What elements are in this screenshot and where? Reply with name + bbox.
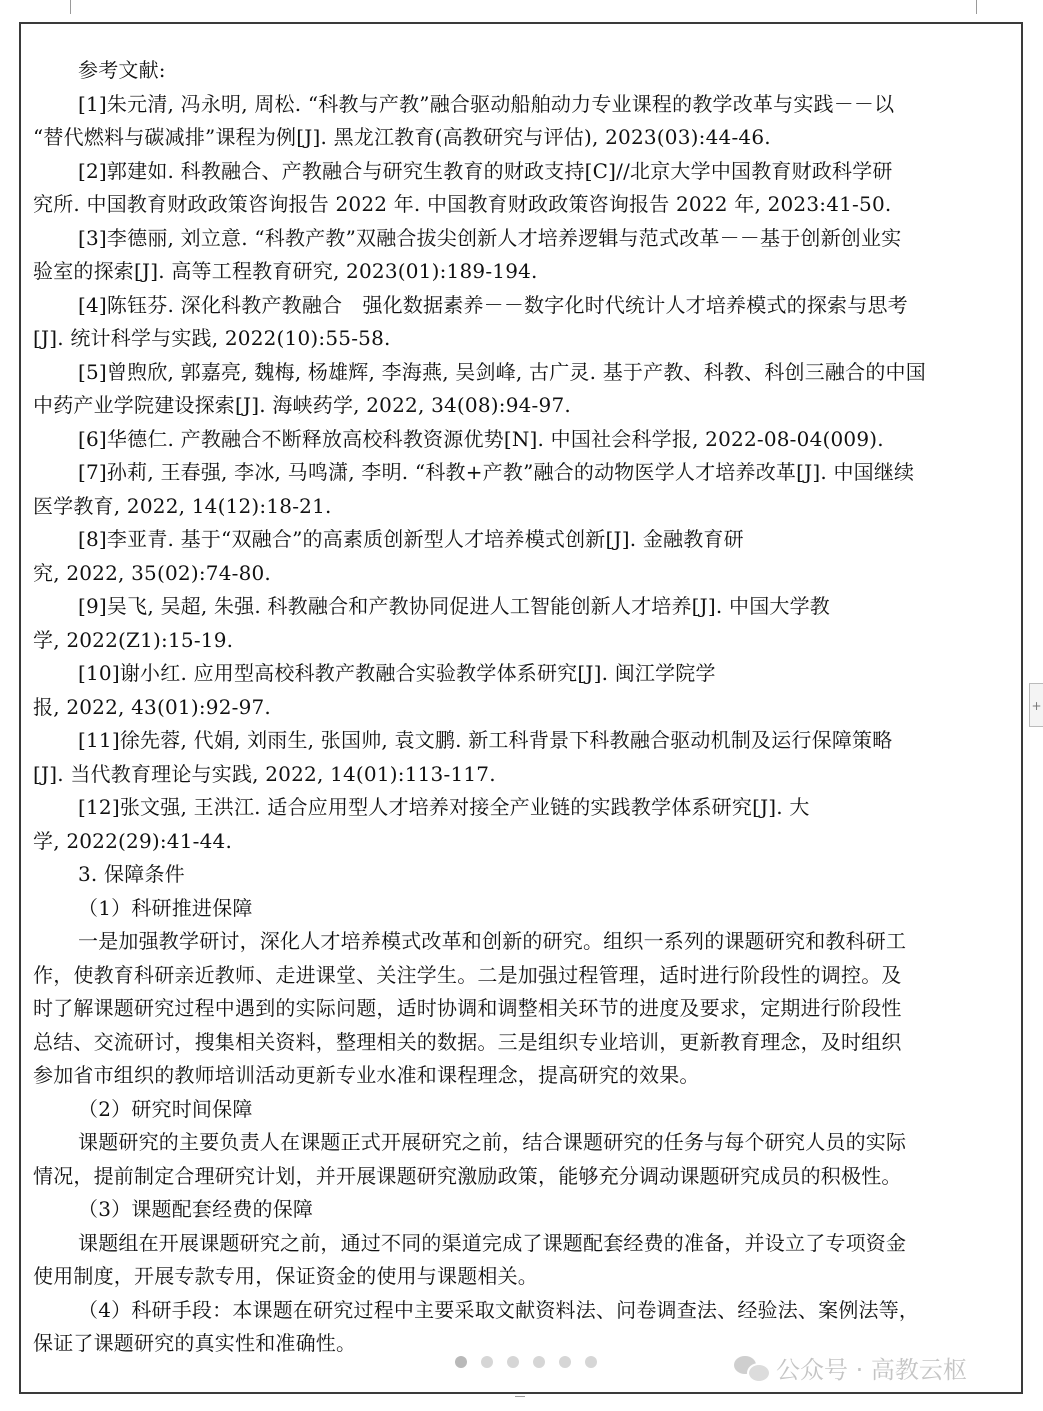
pager-dot[interactable]	[481, 1356, 493, 1368]
text-line: 情况，提前制定合理研究计划，并开展课题研究激励政策，能够充分调动课题研究成员的积极性。	[33, 1163, 902, 1188]
text-line: 究所. 中国教育财政政策咨询报告 2022 年. 中国教育财政政策咨询报告 2022 年, 2023:41-50.	[33, 192, 892, 216]
text-line: 总结、交流研讨，搜集相关资料，整理相关的数据。三是组织专业培训，更新教育理念，及时组织	[33, 1029, 902, 1054]
text-line: 中药产业学院建设探索[J]. 海峡药学, 2022, 34(08):94-97.	[33, 393, 571, 417]
text-line: 验室的探索[J]. 高等工程教育研究, 2023(01):189-194.	[33, 259, 538, 283]
text-line: [J]. 统计科学与实践, 2022(10):55-58.	[33, 326, 391, 350]
text-line: [4]陈钰芬. 深化科教产教融合 强化数据素养－－数字化时代统计人才培养模式的探索与思考	[78, 292, 908, 317]
text-line: [J]. 当代教育理论与实践, 2022, 14(01):113-117.	[33, 761, 496, 786]
text-line: 3. 保障条件	[78, 862, 185, 886]
text-line: [2]郭建如. 科教融合、产教融合与研究生教育的财政支持[C]//北京大学中国教育财政科学研	[78, 158, 893, 183]
text-line: 一是加强教学研讨，深化人才培养模式改革和创新的研究。组织一系列的课题研究和教科研工	[78, 929, 907, 953]
text-line: 学, 2022(Z1):15-19.	[33, 627, 234, 652]
text-line: （1）科研推进保障	[78, 895, 253, 920]
text-line: （4）科研手段：本课题在研究过程中主要采取文献资料法、问卷调查法、经验法、案例法等，	[78, 1297, 920, 1322]
text-line: 报, 2022, 43(01):92-97.	[33, 694, 271, 719]
text-line: [9]吴飞, 吴超, 朱强. 科教融合和产教协同促进人工智能创新人才培养[J]. 中国大学教	[78, 594, 831, 618]
page-corner-mark	[966, 0, 977, 14]
watermark	[734, 1350, 967, 1385]
text-line: [8]李亚青. 基于“双融合”的高素质创新型人才培养模式创新[J]. 金融教育研	[78, 527, 744, 551]
text-line: [7]孙莉, 王春强, 李冰, 马鸣潇, 李明. “科教+产教”融合的动物医学人才培养改革[J]. 中国继续	[78, 460, 915, 484]
text-line: 究, 2022, 35(02):74-80.	[33, 560, 271, 585]
text-line: 课题研究的主要负责人在课题正式开展研究之前，结合课题研究的任务与每个研究人员的实际	[78, 1130, 907, 1154]
text-line: [6]华德仁. 产教融合不断释放高校科教资源优势[N]. 中国社会科学报, 2022-08-04(009).	[78, 426, 884, 451]
pager-dot[interactable]	[585, 1356, 597, 1368]
side-expand-tab[interactable]: +	[1029, 683, 1043, 727]
text-line: 使用制度，开展专款专用，保证资金的使用与课题相关。	[33, 1264, 538, 1288]
text-line: [3]李德丽, 刘立意. “科教产教”双融合拔尖创新人才培养逻辑与范式改革－－基于创新创业实	[78, 225, 902, 250]
pager-dot[interactable]	[455, 1356, 467, 1368]
text-line: 作，使教育科研亲近教师、走进课堂、关注学生。二是加强过程管理，适时进行阶段性的调控。及	[33, 962, 902, 987]
text-line: 保证了课题研究的真实性和准确性。	[33, 1331, 357, 1355]
text-line: 学, 2022(29):41-44.	[33, 828, 233, 853]
page-corner-mark	[515, 1396, 525, 1407]
text-line: 医学教育, 2022, 14(12):18-21.	[33, 493, 332, 518]
text-line: 时了解课题研究过程中遇到的实际问题，适时协调和调整相关环节的进度及要求，定期进行阶段性	[33, 996, 902, 1020]
text-line: [5]曾煦欣, 郭嘉亮, 魏梅, 杨雄辉, 李海燕, 吴剑峰, 古广灵. 基于产教、科教、科创三融合的中国	[78, 359, 926, 384]
image-pager	[455, 1356, 597, 1370]
references-heading: 参考文献:	[78, 58, 166, 82]
pager-dot[interactable]	[507, 1356, 519, 1368]
pager-dot[interactable]	[559, 1356, 571, 1368]
text-line: [1]朱元清, 冯永明, 周松. “科教与产教”融合驱动船舶动力专业课程的教学改革与实践－－以	[78, 91, 895, 116]
text-line: （3）课题配套经费的保障	[78, 1197, 314, 1221]
text-line: （2）研究时间保障	[78, 1096, 253, 1121]
text-line: 参加省市组织的教师培训活动更新专业水准和课程理念，提高研究的效果。	[33, 1063, 700, 1087]
text-line: 课题组在开展课题研究之前，通过不同的渠道完成了课题配套经费的准备，并设立了专项资金	[78, 1230, 907, 1255]
text-line: [12]张文强, 王洪江. 适合应用型人才培养对接全产业链的实践教学体系研究[J]. 大	[78, 795, 810, 819]
text-line: “替代燃料与碳减排”课程为例[J]. 黑龙江教育(高教研究与评估), 2023(03):44-46.	[33, 125, 771, 149]
pager-dot[interactable]	[533, 1356, 545, 1368]
page-corner-mark	[60, 0, 71, 14]
document-body	[33, 54, 1005, 1361]
text-line: [11]徐先蓉, 代娟, 刘雨生, 张国帅, 袁文鹏. 新工科背景下科教融合驱动机制及运行保障策略	[78, 728, 893, 752]
text-line: [10]谢小红. 应用型高校科教产教融合实验教学体系研究[J]. 闽江学院学	[78, 661, 716, 685]
wechat-icon	[734, 1354, 768, 1382]
watermark-text: 公众号 · 高教云枢	[776, 1356, 967, 1384]
